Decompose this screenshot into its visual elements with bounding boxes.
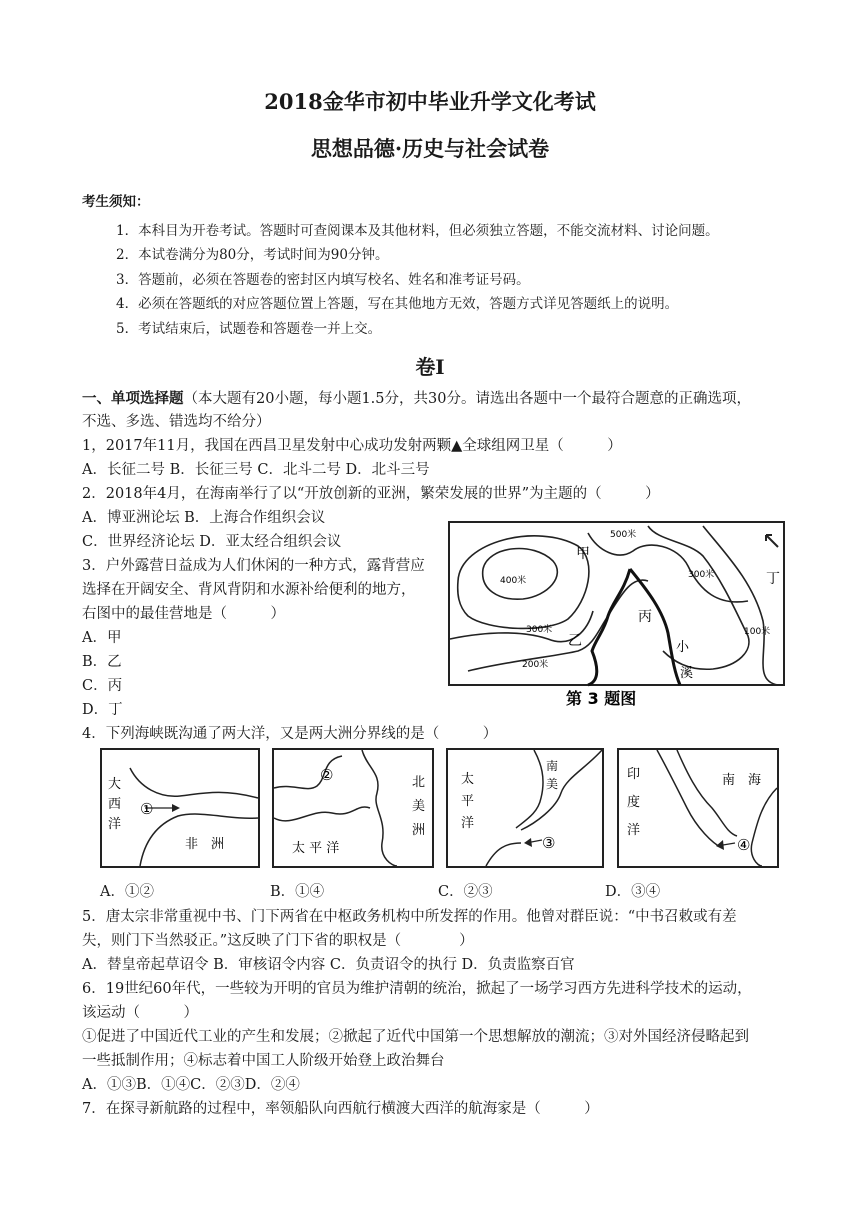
q3-label-bing: 丙 [638,609,652,625]
exam-subtitle: 思想品德·历史与社会试卷 [310,136,550,161]
m1-mark: ① [140,800,154,818]
q3-contour-500: 500米 [610,530,637,540]
q5-stem-2: 失，则门下当然驳正。”这反映了门下省的职权是（ ） [82,933,474,949]
q4-option-b: B．①④ [270,884,325,900]
q2-options-2: C．世界经济论坛 D．亚太经合组织会议 [82,534,342,550]
q7-stem: 7．在探寻新航路的过程中，率领船队向西航行横渡大西洋的航海家是（ ） [82,1101,599,1117]
m4-ocean-3: 洋 [627,823,641,838]
q3-contour-100: 100米 [744,627,771,637]
q6-stem-2: 该运动（ ） [82,1005,198,1021]
q3-option-d: D．丁 [82,702,123,718]
m3-ocean-2: 平 [461,794,475,809]
notice-item-5: 5．考试结束后，试题卷和答题卷一并上交。 [116,321,382,337]
section-desc-2: 不选、多选、错选均不给分） [82,414,271,430]
q3-contour-map-svg [448,521,792,711]
m4-mark: ④ [737,836,751,854]
q5-stem-1: 5．唐太宗非常重视中书、门下两省在中枢政务机构中所发挥的作用。他曾对群臣说：“中书召敕或有差 [82,909,737,925]
notice-heading: 考生须知： [82,194,150,210]
q6-items-2: 一些抵制作用；④标志着中国工人阶级开始登上政治舞台 [82,1053,445,1069]
q4-option-c: C．②③ [438,884,493,900]
m3-land-1: 南 [546,759,559,773]
q2-options-1: A．博亚洲论坛 B．上海合作组织会议 [82,510,326,526]
q1-stem: 1，2017年11月，我国在西昌卫星发射中心成功发射两颗▲全球组网卫星（ ） [82,438,622,454]
m4-ocean-2: 度 [627,795,641,810]
q4-map-3 [446,748,604,868]
m2-land-3: 洲 [412,823,426,838]
m4-ocean-1: 印 [627,767,641,782]
q6-options: A．①③B．①④C．②③D．②④ [82,1077,300,1093]
section-desc-1: （本大题有20小题，每小题1.5分，共30分。请选出各题中一个最符合题意的正确选项， [183,391,751,407]
q3-contour-300a: 300米 [688,570,715,580]
q3-stem-2: 选择在开阔安全、背风背阴和水源补给便利的地方， [82,582,416,598]
q4-stem: 4．下列海峡既沟通了两大洋，又是两大洲分界线的是（ ） [82,726,498,742]
q2-stem: 2．2018年4月，在海南举行了以“开放创新的亚洲，繁荣发展的世界”为主题的（ ） [82,486,660,502]
q3-contour-400: 400米 [500,576,527,586]
m3-ocean-3: 洋 [461,816,475,831]
q3-label-ding: 丁 [766,571,780,587]
q1-options: A．长征二号 B．长征三号 C．北斗二号 D．北斗三号 [82,462,430,478]
q6-stem-1: 6．19世纪60年代，一些较为开明的官员为维护清朝的统治，掀起了一场学习西方先进科学技术的运动， [82,981,752,997]
q3-label-yi: 乙 [568,633,582,649]
notice-item-1: 1．本科目为开卷考试。答题时可查阅课本及其他材料，但必须独立答题，不能交流材料、讨论问题。 [116,223,719,239]
notice-item-4: 4．必须在答题纸的对应答题位置上答题，写在其他地方无效，答题方式详见答题纸上的说明。 [116,296,679,312]
section-heading: 一、单项选择题 [82,390,184,407]
m2-ocean: 太 平 洋 [292,841,340,856]
q4-map-4 [617,748,779,868]
q4-option-a: A．①② [100,884,154,900]
exam-title: 2018金华市初中毕业升学文化考试 [264,89,596,114]
q3-stem-3: 右图中的最佳营地是（ ） [82,606,285,622]
m2-mark: ② [320,766,334,784]
q3-option-b: B．乙 [82,654,122,670]
q3-label-jia: 甲 [576,546,590,562]
q5-options: A．替皇帝起草诏令 B．审核诏令内容 C．负责诏令的执行 D．负责监察百官 [82,957,575,973]
m3-mark: ③ [542,834,556,852]
m1-ocean-1: 大 [108,777,122,792]
q3-stem-1: 3．户外露营日益成为人们休闲的一种方式，露背营应 [82,558,425,574]
q3-figure-caption: 第 3 题图 [566,689,637,708]
volume-title: 卷Ⅰ [415,355,445,379]
m1-land: 非 洲 [185,837,225,852]
q3-contour-200: 200米 [522,660,549,670]
q4-option-d: D．③④ [605,884,661,900]
q3-contour-map [448,521,792,711]
q4-map-1 [100,748,260,868]
notice-item-3: 3．答题前，必须在答题卷的密封区内填写校名、姓名和准考证号码。 [116,272,530,288]
m2-land-2: 美 [412,799,426,814]
m4-sea: 南 海 [722,773,762,788]
m1-ocean-3: 洋 [108,817,122,832]
q3-contour-300b: 300米 [526,625,553,635]
q3-option-a: A．甲 [82,630,122,646]
q3-option-c: C．丙 [82,678,123,694]
q6-items-1: ①促进了中国近代工业的产生和发展；②掀起了近代中国第一个思想解放的潮流；③对外国经济侵略起到 [82,1029,749,1045]
m3-ocean-1: 太 [461,772,475,787]
m3-land-2: 美 [546,777,559,791]
m1-ocean-2: 西 [108,797,122,812]
q3-label-xiao: 小 [676,640,690,655]
m2-land-1: 北 [412,775,426,790]
q4-map-2 [272,748,434,868]
notice-item-2: 2．本试卷满分为80分，考试时间为90分钟。 [116,247,389,263]
section-heading-line [82,389,751,409]
q3-label-xi: 溪 [680,666,694,681]
